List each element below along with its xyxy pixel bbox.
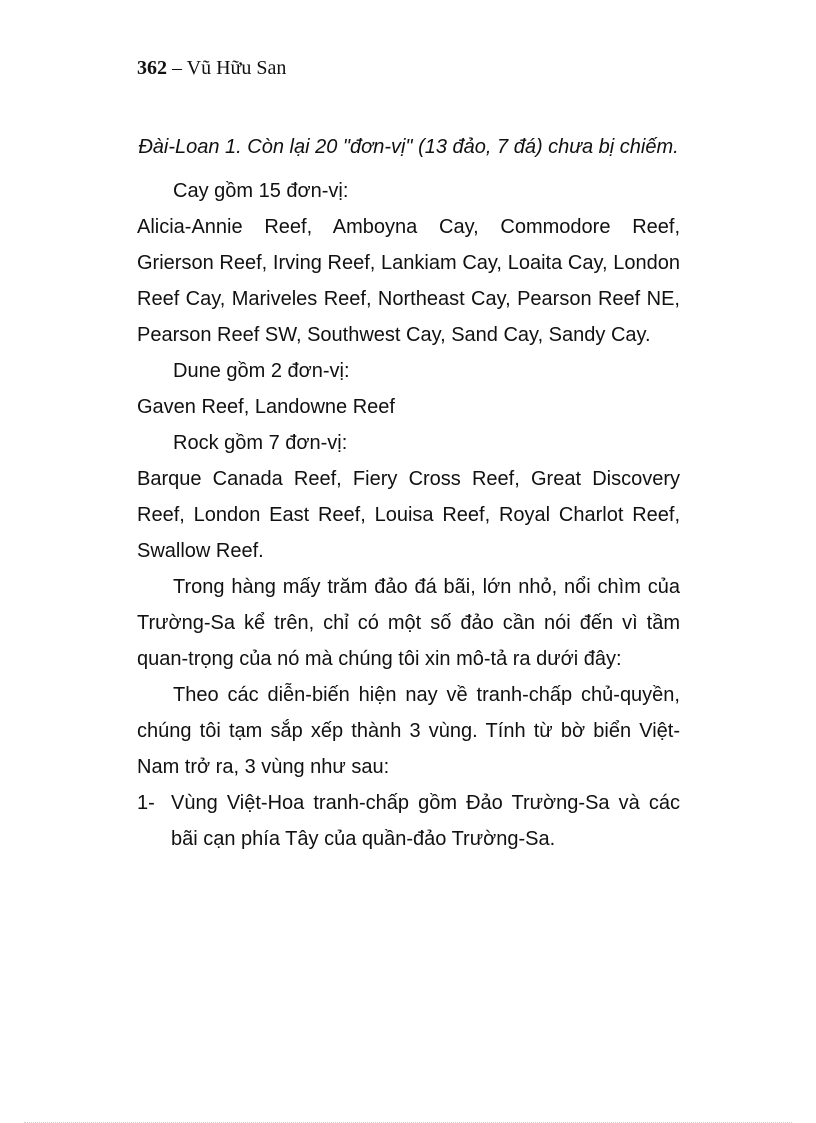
list-item-text: Vùng Việt-Hoa tranh-chấp gồm Đảo Trường-Sa và các bãi cạn phía Tây của quần-đảo Trường-Sa.	[171, 792, 680, 850]
cay-list: Alicia-Annie Reef, Amboyna Cay, Commodore Reef, Grierson Reef, Irving Reef, Lankiam Cay, Loaita Cay, London Reef Cay, Mariveles Reef, Northeast Cay, Pearson Reef NE, Pearson Reef SW, Southwest Cay, Sand Cay, Sandy Cay.	[137, 216, 680, 346]
rock-list: Barque Canada Reef, Fiery Cross Reef, Great Discovery Reef, London East Reef, Louisa Reef, Royal Charlot Reef, Swallow Reef.	[137, 468, 680, 562]
numbered-list-item	[137, 785, 680, 857]
list-marker: 1-	[137, 792, 155, 814]
cay-heading: Cay gồm 15 đơn-vị:	[173, 180, 349, 202]
page-number: 362	[137, 57, 167, 79]
dune-heading: Dune gồm 2 đơn-vị:	[173, 360, 350, 382]
paragraph: Trong hàng mấy trăm đảo đá bãi, lớn nhỏ, nổi chìm của Trường-Sa kể trên, chỉ có một số đảo cần nói đến vì tầm quan-trọng của nó mà chúng tôi xin mô-tả ra dưới đây:	[137, 576, 680, 670]
figure-caption: Đài-Loan 1. Còn lại 20 "đơn-vị" (13 đảo, 7 đá) chưa bị chiếm.	[138, 136, 679, 158]
paragraph: Theo các diễn-biến hiện nay về tranh-chấp chủ-quyền, chúng tôi tạm sắp xếp thành 3 vùng. Tính từ bờ biển Việt-Nam trở ra, 3 vùng như sau:	[137, 684, 680, 778]
author-name: Vũ Hữu San	[186, 57, 287, 79]
running-header	[137, 52, 286, 84]
dune-list: Gaven Reef, Landowne Reef	[137, 396, 395, 418]
header-separator: –	[167, 57, 187, 79]
page-body	[137, 129, 680, 857]
rock-heading: Rock gồm 7 đơn-vị:	[173, 432, 348, 454]
